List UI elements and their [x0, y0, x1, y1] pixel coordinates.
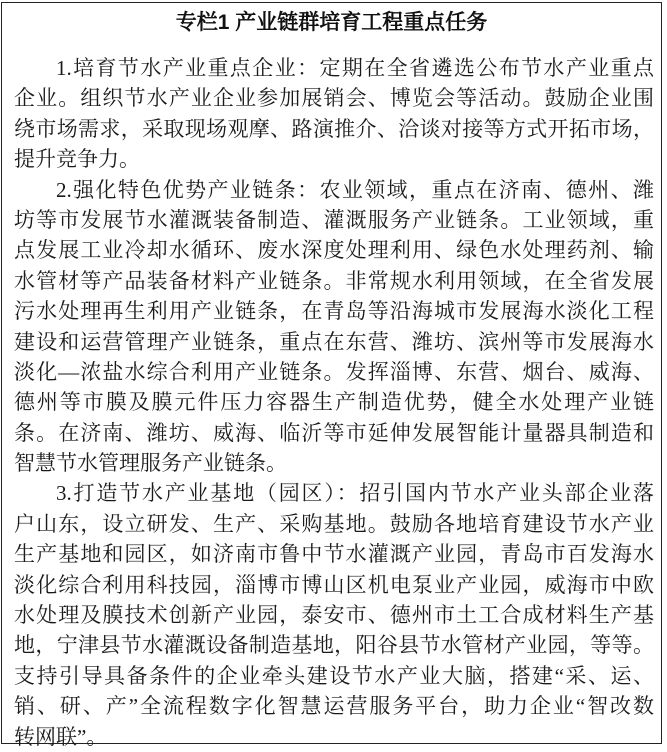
text-line: 淡化—浓盐水综合利用产业链条。发挥淄博、东营、烟台、威海、 [14, 359, 654, 384]
text-line: 生产基地和园区，如济南市鲁中节水灌溉产业园，青岛市百发海水 [14, 542, 654, 567]
paragraph-2 [14, 175, 654, 479]
text-line: 3.打造节水产业基地（园区）：招引国内节水产业头部企业落 [56, 481, 654, 506]
text-line: 户山东，设立研发、生产、采购基地。鼓励各地培育建设节水产业 [14, 511, 654, 536]
text-line: 销、研、产”全流程数字化智慧运营服务平台，助力企业“智改数 [14, 694, 654, 719]
paragraph-3 [14, 478, 654, 752]
text-line: 建设和运营管理产业链条，重点在东营、潍坊、滨州等市发展海水 [14, 329, 654, 354]
text-line: 企业。组织节水产业企业参加展销会、博览会等活动。鼓励企业围 [14, 86, 654, 111]
text-line: 条。在济南、潍坊、威海、临沂等市延伸发展智能计量器具制造和 [14, 420, 654, 445]
text-line: 智慧节水管理服务产业链条。 [14, 451, 287, 476]
task-column-box [1, 2, 662, 749]
text-line: 支持引导具备条件的企业牵头建设节水产业大脑，搭建“采、运、 [14, 663, 654, 688]
column-title: 专栏1 产业链群培育工程重点任务 [175, 11, 488, 34]
text-line: 淡化综合利用科技园，淄博市博山区机电泵业产业园，威海市中欧 [14, 572, 654, 597]
text-line: 水管材等产品装备材料产业链条。非常规水利用领域，在全省发展 [14, 268, 654, 293]
text-line: 1.培育节水产业重点企业：定期在全省遴选公布节水产业重点 [56, 56, 654, 80]
text-line: 转网联”。 [14, 724, 108, 749]
text-line: 污水处理再生利用产业链条，在青岛等沿海城市发展海水淡化工程 [14, 299, 654, 324]
text-line: 德州等市膜及膜元件压力容器生产制造优势，健全水处理产业链 [14, 390, 654, 415]
paragraph-1 [14, 53, 654, 175]
column-body [14, 53, 654, 752]
text-line: 地，宁津县节水灌溉设备制造基地，阳谷县节水管材产业园，等等。 [14, 633, 654, 658]
text-line: 提升竞争力。 [14, 147, 140, 172]
text-line: 点发展工业冷却水循环、废水深度处理利用、绿色水处理药剂、输 [14, 238, 654, 263]
text-line: 2.强化特色优势产业链条：农业领域，重点在济南、德州、潍 [56, 177, 654, 202]
text-line: 坊等市发展节水灌溉装备制造、灌溉服务产业链条。工业领域，重 [14, 207, 654, 232]
text-line: 绕市场需求，采取现场观摩、路演推介、洽谈对接等方式开拓市场， [14, 116, 654, 141]
text-line: 水处理及膜技术创新产业园，泰安市、德州市土工合成材料生产基 [14, 603, 654, 628]
